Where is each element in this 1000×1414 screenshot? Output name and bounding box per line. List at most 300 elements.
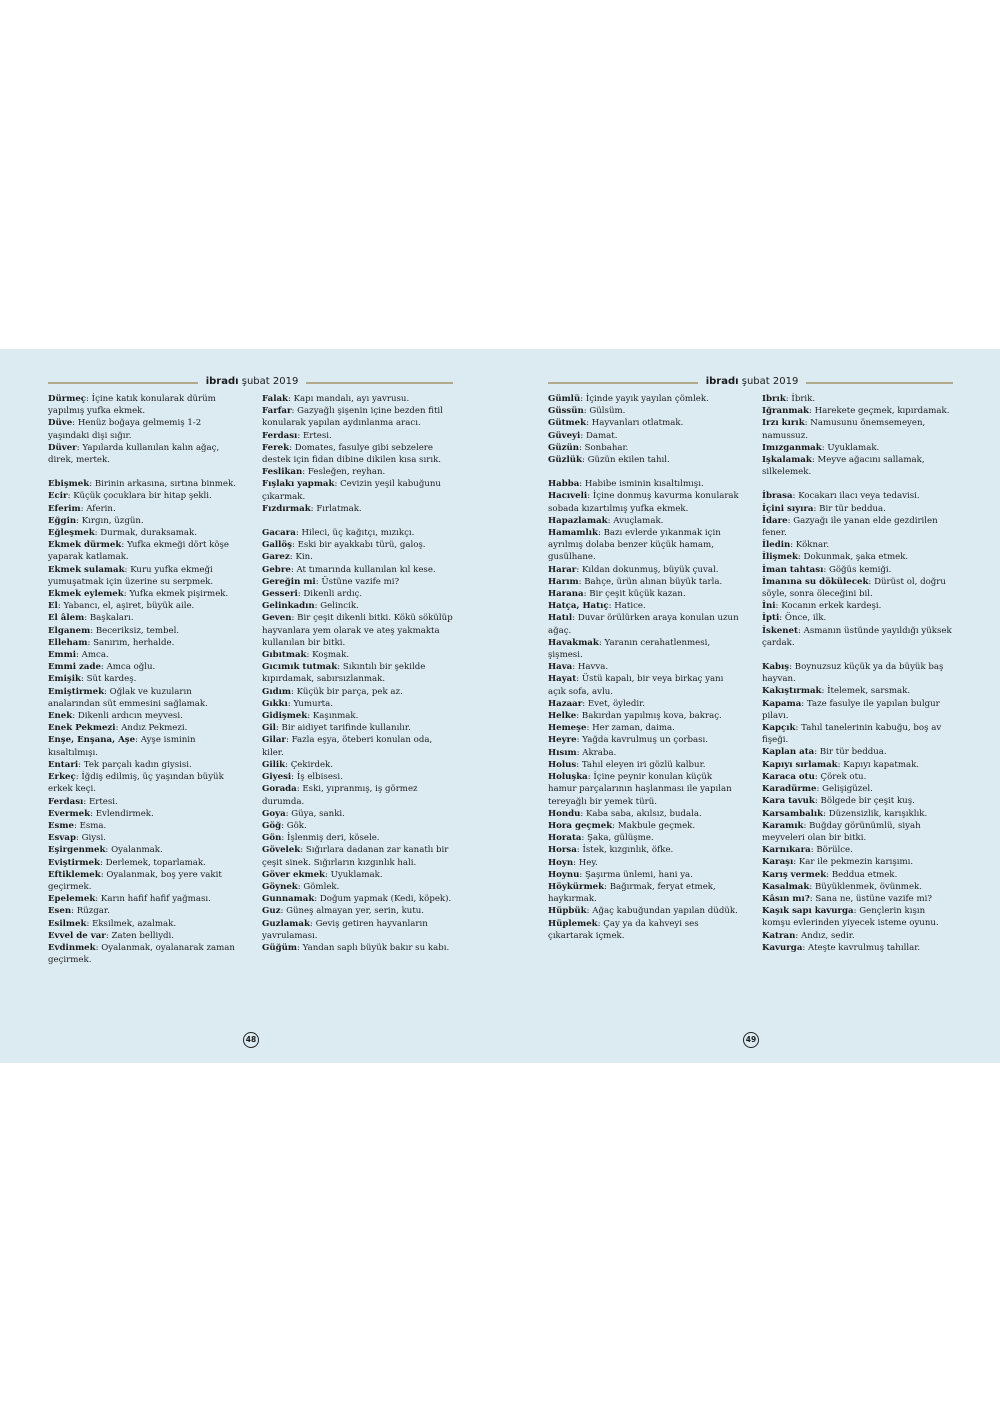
entry-separator: :: [86, 918, 93, 929]
entry-separator: :: [579, 479, 585, 490]
entry-separator: :: [72, 418, 78, 429]
glossary-entry: [762, 576, 954, 600]
glossary-entry: [48, 918, 243, 930]
entry-term: Hatça, Hatıç: [548, 601, 609, 612]
entry-term: İman tahtası: [762, 564, 824, 575]
entry-separator: :: [135, 735, 141, 746]
entry-separator: :: [275, 723, 282, 734]
entry-term: Horata: [548, 833, 582, 844]
entry-separator: :: [291, 406, 298, 417]
glossary-entry: [548, 405, 743, 417]
entry-definition: Yufka ekmeği dört köşe yaparak katlamak.: [48, 540, 230, 563]
header-rule-right: [806, 382, 953, 384]
glossary-entry: [762, 820, 954, 844]
glossary-entry: [262, 783, 454, 807]
entry-separator: :: [587, 491, 593, 502]
glossary-entry: [762, 564, 954, 576]
entry-definition: Güzün ekilen tahıl.: [587, 455, 670, 466]
glossary-entry: [48, 759, 243, 771]
entry-separator: :: [597, 918, 604, 929]
entry-definition: Habibe isminin kısaltılmışı.: [584, 479, 704, 490]
entry-separator: :: [582, 698, 588, 709]
glossary-entry: [548, 454, 743, 466]
glossary-entry: [548, 869, 743, 881]
entry-term: İskenet: [762, 625, 798, 636]
entry-definition: Göğüs kemiği.: [829, 564, 892, 575]
entry-definition: Eski bir ayakkabı türü, galoş.: [297, 540, 426, 551]
entry-separator: :: [83, 796, 89, 807]
entry-separator: :: [581, 455, 588, 466]
entry-definition: Güneş almayan yer, serin, kutu.: [286, 906, 425, 917]
entry-separator: :: [307, 711, 313, 722]
glossary-entry: [762, 881, 954, 893]
glossary-entry: [262, 686, 454, 698]
entry-separator: :: [573, 857, 579, 868]
glossary-column: [48, 393, 243, 966]
entry-definition: Güya, sanki.: [291, 808, 345, 819]
entry-definition: Taze fasulye ile yapılan bulgur pilavı.: [762, 698, 940, 721]
entry-separator: :: [787, 515, 794, 526]
entry-definition: Fesleğen, reyhan.: [307, 467, 386, 478]
entry-term: Hüplemek: [548, 918, 598, 929]
entry-term: Eşirgenmek: [48, 845, 106, 856]
entry-term: Kara tavuk: [762, 796, 815, 807]
glossary-entry: [548, 515, 743, 527]
entry-term: Gereğin mi: [262, 576, 316, 587]
entry-term: Gıbıtmak: [262, 650, 307, 661]
entry-term: Harana: [548, 589, 584, 600]
entry-term: Işkalamak: [762, 455, 812, 466]
entry-definition: Süt kardeş.: [86, 674, 137, 685]
entry-separator: :: [598, 637, 605, 648]
entry-definition: Eksilmek, azalmak.: [92, 918, 177, 929]
entry-definition: Harekete geçmek, kıpırdamak.: [814, 406, 950, 417]
entry-definition: Akraba.: [582, 747, 617, 758]
entry-definition: Duvar örülürken araya konulan uzun ağaç.: [548, 613, 739, 636]
glossary-entry: [48, 857, 243, 869]
entry-separator: :: [71, 906, 77, 917]
glossary-entry: [548, 527, 743, 564]
glossary-entry: [762, 685, 954, 697]
entry-definition: Şaşırma ünlemi, hani ya.: [584, 869, 693, 880]
entry-term: Eferim: [48, 503, 81, 514]
entry-definition: Bahçe, ürün alınan büyük tarla.: [584, 576, 723, 587]
entry-separator: :: [821, 442, 828, 453]
entry-term: Gıdım: [262, 686, 291, 697]
glossary-entry: [762, 539, 954, 551]
entry-separator: :: [78, 759, 84, 770]
entry-term: Esen: [48, 906, 72, 917]
glossary-entry: [262, 722, 454, 734]
header-title: [700, 376, 804, 387]
entry-separator: :: [803, 820, 810, 831]
entry-separator: :: [297, 589, 304, 600]
entry-term: İdare: [762, 515, 788, 526]
entry-separator: :: [581, 833, 588, 844]
entry-definition: Havva.: [577, 662, 609, 673]
entry-term: Gil: [262, 723, 276, 734]
entry-definition: Kapıyı kapatmak.: [843, 759, 920, 770]
entry-definition: Sığırlara dadanan zar kanatlı bir çeşit sinek. Sığırların kızgınlık hali.: [262, 845, 449, 868]
glossary-entry: [48, 625, 243, 637]
entry-definition: Oyalanmak.: [111, 845, 163, 856]
entry-separator: :: [290, 564, 297, 575]
entry-term: Hoynu: [548, 869, 580, 880]
glossary-entry: [548, 722, 743, 734]
glossary-entry: [262, 478, 454, 502]
entry-separator: :: [797, 625, 804, 636]
entry-term: Höykürmek: [548, 881, 605, 892]
entry-separator: :: [823, 808, 829, 819]
entry-definition: Kaba saba, akılsız, budala.: [586, 808, 702, 819]
entry-term: Kapıyı sırlamak: [762, 759, 838, 770]
entry-definition: Dokunmak, şaka etmek.: [803, 552, 909, 563]
entry-definition: Derlemek, toparlamak.: [105, 857, 206, 868]
entry-definition: Koşmak.: [312, 650, 350, 661]
entry-term: Heyre: [548, 735, 577, 746]
entry-separator: :: [80, 674, 87, 685]
entry-separator: :: [826, 869, 832, 880]
glossary-entry: [548, 759, 743, 771]
glossary-entry: [762, 442, 954, 454]
entry-definition: Henüz boğaya gelmemiş 1-2 yaşındaki dişi sığır.: [48, 418, 202, 441]
entry-definition: Aferin.: [86, 503, 116, 514]
entry-definition: Damat.: [585, 430, 618, 441]
entry-separator: :: [289, 552, 296, 563]
entry-separator: :: [809, 881, 815, 892]
entry-separator: :: [287, 698, 294, 709]
glossary-entry: [262, 649, 454, 661]
page-number: 49: [743, 1032, 759, 1048]
entry-definition: Andız Pekmezi.: [121, 723, 188, 734]
entry-definition: Önce, ilk.: [784, 613, 827, 624]
entry-definition: Gençlerin kışın komşu evlerinden yiyecek isteme oyunu.: [762, 906, 939, 929]
glossary-entry: [548, 820, 743, 832]
entry-separator: :: [837, 759, 844, 770]
entry-term: Gelinkadın: [262, 601, 315, 612]
glossary-entry: [762, 405, 954, 417]
glossary-entry: [762, 454, 954, 478]
glossary-entry: [762, 661, 954, 685]
entry-definition: Birinin arkasına, sırtına binmek.: [94, 479, 236, 490]
entry-definition: Üstüne vazife mi?: [321, 576, 400, 587]
entry-term: İçini sıyıra: [762, 503, 814, 514]
entry-definition: Hatice.: [614, 601, 646, 612]
glossary-entry: [762, 905, 954, 929]
entry-term: Emişik: [48, 674, 81, 685]
glossary-entry: [762, 490, 954, 502]
entry-separator: :: [121, 540, 127, 551]
entry-term: Giyesi: [262, 772, 292, 783]
entry-definition: Durmak, duraksamak.: [100, 528, 197, 539]
glossary-entry: [48, 820, 243, 832]
entry-definition: İş elbisesi.: [296, 772, 343, 783]
entry-definition: Boynuzsuz küçük ya da büyük baş hayvan.: [762, 662, 944, 685]
entry-term: Kapama: [762, 698, 802, 709]
entry-separator: :: [586, 906, 593, 917]
entry-definition: Köknar.: [795, 540, 830, 551]
entry-definition: Sıkıntılı bir şekilde kıpırdamak, sabırsızlanmak.: [262, 662, 426, 685]
entry-term: Ekmek eylemek: [48, 589, 124, 600]
entry-definition: Andız, sedir.: [801, 930, 855, 941]
entry-term: İmanına su dökülecek: [762, 576, 869, 587]
entry-term: İni: [762, 601, 776, 612]
entry-separator: :: [290, 686, 297, 697]
glossary-entry: [262, 832, 454, 844]
entry-term: Gövelek: [262, 845, 301, 856]
entry-term: Holus: [548, 759, 577, 770]
entry-separator: :: [84, 613, 90, 624]
entry-definition: Hey.: [578, 857, 598, 868]
entry-definition: Sana ne, üstüne vazife mi?: [815, 893, 932, 904]
entry-definition: Asmanın üstünde yayıldığı yüksek çardak.: [762, 625, 952, 648]
page-right: [500, 349, 1000, 1063]
entry-definition: İbrik.: [791, 394, 816, 404]
entry-separator: :: [576, 711, 582, 722]
entry-definition: Fazla eşya, öteberi konulan oda, kiler.: [262, 735, 433, 758]
glossary-entry: [262, 661, 454, 685]
entry-definition: Beceriksiz, tembel.: [95, 625, 180, 636]
entry-separator: :: [775, 601, 782, 612]
entry-term: Karış vermek: [762, 869, 827, 880]
entry-separator: :: [572, 613, 578, 624]
glossary-entry: [48, 686, 243, 710]
entry-term: Enşe, Enşana, Aşe: [48, 735, 136, 746]
glossary-entry: [262, 503, 454, 515]
entry-separator: :: [310, 503, 317, 514]
entry-definition: Yabancı, el, aşiret, büyük aile.: [63, 601, 195, 612]
entry-definition: Bir aidiyet tarifinde kullanılır.: [281, 723, 411, 734]
entry-separator: :: [115, 723, 122, 734]
glossary-entry: [762, 893, 954, 905]
entry-separator: :: [86, 394, 92, 404]
entry-separator: :: [292, 540, 298, 551]
entry-definition: Gazyağlı şişenin içine bezden fitil konularak yapılan aydınlanma aracı.: [262, 406, 443, 429]
glossary-entry: [548, 588, 743, 600]
entry-separator: :: [604, 881, 610, 892]
entry-definition: Doğum yapmak (Kedi, köpek).: [319, 894, 452, 905]
entry-term: Gebre: [262, 564, 291, 575]
entry-separator: :: [801, 698, 807, 709]
page-number: 48: [243, 1032, 259, 1048]
entry-term: Göynek: [262, 881, 298, 892]
entry-term: Ferdası: [48, 796, 84, 807]
glossary-entry: [48, 661, 243, 673]
entry-term: Epelemek: [48, 894, 96, 905]
entry-definition: Buğday görünümlü, siyah meyveleri olan bir bitki.: [762, 820, 921, 843]
entry-separator: :: [295, 528, 302, 539]
glossary-entry: [762, 856, 954, 868]
entry-term: Garez: [262, 552, 290, 563]
glossary-entry: [262, 600, 454, 612]
entry-definition: Namusunu önemsemeyen, namussuz.: [762, 418, 926, 441]
entry-separator: :: [314, 894, 320, 905]
entry-definition: Fırlatmak.: [316, 503, 362, 514]
entry-term: Güssün: [548, 406, 584, 417]
entry-separator: :: [579, 869, 585, 880]
glossary-entry: [262, 844, 454, 868]
entry-term: Güzlük: [548, 455, 582, 466]
glossary-entry: [548, 710, 743, 722]
entry-separator: :: [76, 650, 82, 661]
glossary-entry: [762, 771, 954, 783]
entry-term: Hatıl: [548, 613, 573, 624]
entry-separator: :: [576, 759, 582, 770]
glossary-entry: [48, 637, 243, 649]
glossary-entry: [48, 515, 243, 527]
magazine-spread: [0, 349, 1000, 1063]
entry-separator: :: [80, 503, 87, 514]
entry-term: Habba: [548, 479, 580, 490]
entry-separator: :: [296, 942, 303, 953]
entry-term: Enek Pekmezi: [48, 723, 116, 734]
entry-separator: :: [576, 674, 582, 685]
glossary-entry: [48, 527, 243, 539]
glossary-entry: [548, 771, 743, 808]
glossary-entry: [548, 442, 743, 454]
header-rule-right: [306, 382, 453, 384]
entry-term: Gilik: [262, 759, 286, 770]
entry-definition: Domates, fasulye gibi sebzelere destek için fidan dibine dikilen kısa sırık.: [262, 442, 442, 466]
entry-term: Geven: [262, 613, 292, 624]
entry-term: Harım: [548, 576, 579, 587]
entry-definition: Cevizin yeşil kabuğunu çıkarmak.: [262, 479, 441, 502]
entry-definition: Kocakarı ilacı veya tedavisi.: [798, 491, 920, 502]
glossary-entry: [548, 808, 743, 820]
entry-term: Evdinmek: [48, 942, 96, 953]
entry-term: Kasalmak: [762, 881, 810, 892]
header-title: [200, 376, 304, 387]
entry-separator: :: [281, 820, 287, 831]
entry-term: Gorada: [262, 784, 297, 795]
entry-separator: :: [95, 894, 101, 905]
entry-separator: :: [105, 930, 112, 941]
entry-term: Dürmeç: [48, 394, 87, 404]
entry-definition: Yufka ekmek pişirmek.: [129, 589, 229, 600]
entry-separator: :: [288, 394, 294, 404]
entry-definition: Üstü kapalı, bir veya birkaç yanı açık sofa, avlu.: [548, 674, 724, 697]
entry-separator: :: [789, 662, 795, 673]
entry-separator: :: [306, 650, 313, 661]
glossary-entry: [48, 722, 243, 734]
entry-term: Evermek: [48, 808, 91, 819]
entry-separator: :: [325, 869, 331, 880]
entry-definition: Amca oğlu.: [106, 662, 156, 673]
entry-separator: :: [814, 747, 820, 758]
entry-separator: :: [76, 442, 83, 453]
entry-separator: :: [572, 662, 578, 673]
entry-term: Fızdırmak: [262, 503, 311, 514]
glossary-entry: [48, 844, 243, 856]
glossary-entry: [262, 564, 454, 576]
glossary-entry: [548, 564, 743, 576]
entry-separator: :: [75, 833, 82, 844]
entry-definition: Yaranın cerahatlenmesi, şişmesi.: [548, 637, 711, 661]
glossary-entry: [262, 881, 454, 893]
entry-term: Horsa: [548, 845, 577, 856]
entry-separator: :: [297, 430, 303, 441]
entry-definition: Dürüst ol, doğru söyle, sonra öleceğini bil.: [762, 576, 946, 600]
entry-term: Hayat: [548, 674, 577, 685]
glossary-entry: [548, 918, 743, 942]
entry-term: Ferek: [262, 442, 290, 453]
entry-definition: Evet, öyledir.: [587, 698, 646, 709]
entry-term: Düve: [48, 418, 73, 429]
entry-term: Hava: [548, 662, 573, 673]
entry-definition: Meyve ağacını sallamak, silkelemek.: [762, 455, 925, 478]
entry-separator: :: [868, 576, 875, 587]
entry-separator: :: [853, 906, 860, 917]
glossary-entry: [262, 820, 454, 832]
glossary-entry: [48, 710, 243, 722]
glossary-entry: [48, 539, 243, 563]
entry-separator: :: [105, 845, 112, 856]
entry-term: Goya: [262, 808, 286, 819]
glossary-entry: [262, 576, 454, 588]
entry-definition: Düzensizlik, karışıklık.: [828, 808, 928, 819]
glossary-entry: [48, 796, 243, 808]
entry-definition: Beddua etmek.: [831, 869, 898, 880]
entry-definition: Bir çeşit dikenli bitki. Kökü sökülüp hayvanlara yem olarak ve ateş yakmakta kullanılan bir bitki.: [262, 613, 453, 648]
entry-term: Elganem: [48, 625, 91, 636]
glossary-entry: [48, 942, 243, 966]
entry-separator: :: [779, 613, 785, 624]
glossary-entry: [548, 661, 743, 673]
entry-separator: :: [314, 601, 321, 612]
entry-definition: Oğlak ve kuzuların analarından süt emmesini sağlamak.: [48, 686, 208, 709]
entry-separator: :: [790, 540, 796, 551]
glossary-entry: [48, 930, 243, 942]
entry-separator: :: [285, 759, 291, 770]
running-header: [548, 376, 953, 390]
entry-term: El: [48, 601, 58, 612]
entry-separator: :: [302, 467, 308, 478]
glossary-entry: [548, 612, 743, 636]
entry-separator: :: [586, 723, 593, 734]
glossary-entry: [548, 637, 743, 661]
entry-separator: :: [285, 735, 292, 746]
entry-separator: :: [95, 942, 102, 953]
entry-definition: Ertesi.: [88, 796, 118, 807]
glossary-entry: [48, 417, 243, 441]
entry-term: Ekmek sulamak: [48, 564, 125, 575]
glossary-entry: [262, 588, 454, 600]
glossary-column: [762, 393, 954, 954]
entry-term: Esvap: [48, 833, 76, 844]
entry-definition: Yağda kavrulmuş un çorbası.: [582, 735, 709, 746]
entry-term: Gacara: [262, 528, 296, 539]
entry-definition: Esma.: [79, 820, 107, 831]
entry-term: Fışlakı yapmak: [262, 479, 335, 490]
entry-definition: Ağaç kabuğundan yapılan düdük.: [592, 906, 738, 917]
glossary-entry: [48, 734, 243, 758]
glossary-column: [262, 393, 454, 954]
entry-term: İlişmek: [762, 552, 798, 563]
entry-term: Gallöş: [262, 540, 293, 551]
entry-separator: :: [124, 564, 131, 575]
entry-term: Gıkkı: [262, 698, 288, 709]
entry-term: Ebişmek: [48, 479, 90, 490]
glossary-entry: [548, 576, 743, 588]
entry-separator: :: [580, 430, 586, 441]
entry-definition: Hayvanları otlatmak.: [591, 418, 684, 429]
entry-term: Hapazlamak: [548, 515, 608, 526]
entry-separator: :: [309, 918, 316, 929]
glossary-entry: [262, 442, 454, 466]
entry-separator: :: [75, 772, 82, 783]
entry-term: Gümlü: [548, 394, 581, 404]
entry-definition: Gömlek.: [303, 881, 340, 892]
